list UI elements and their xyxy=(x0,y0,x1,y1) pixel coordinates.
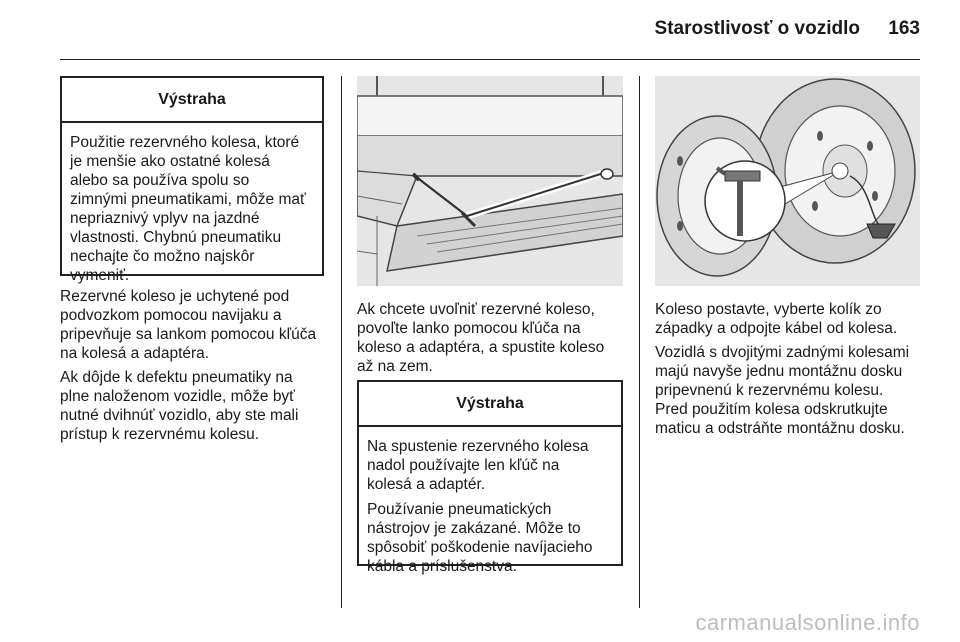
text-line: západky a odpojte kábel od kolesa. xyxy=(655,320,898,337)
text-line: Vozidlá s dvojitými zadnými kolesami xyxy=(655,344,910,361)
illustration-spare-wheels xyxy=(655,76,920,286)
text-line: Ak dôjde k defektu pneumatiky na xyxy=(60,369,293,386)
text-line: kábla a príslušenstva. xyxy=(367,558,517,575)
text-line: vlastnosti. Chybnú pneumatiku xyxy=(70,229,282,246)
text-line: Rezervné koleso je uchytené pod xyxy=(60,288,290,305)
text-line: povoľte lanko pomocou kľúča na xyxy=(357,320,581,337)
paragraph-loaded-vehicle xyxy=(60,368,298,444)
text-line: prístup k rezervnému kolesu. xyxy=(60,426,260,443)
header-rule xyxy=(60,59,920,60)
text-line: maticu a odstráňte montážnu dosku. xyxy=(655,420,905,437)
text-line: spôsobiť poškodenie navíjacieho xyxy=(367,539,593,556)
warning-text xyxy=(359,427,621,576)
text-line: je menšie ako ostatné kolesá xyxy=(70,153,270,170)
paragraph-release-spare-wheel xyxy=(357,300,604,376)
warning-box-tools xyxy=(357,380,623,575)
wrench-drawing xyxy=(357,76,623,286)
text-line: Používanie pneumatických xyxy=(367,501,552,518)
warning-box-spare-wheel xyxy=(60,76,324,284)
page-header-title: Starostlivosť o vozidlo xyxy=(654,18,860,39)
text-line: pripevňuje sa lankom pomocou kľúča xyxy=(60,326,317,343)
warning-text xyxy=(62,123,322,285)
text-line: nechajte čo možno najskôr xyxy=(70,248,255,265)
warning-heading: Výstraha xyxy=(359,382,621,427)
text-line: zimnými pneumatikami, môže mať xyxy=(70,191,306,208)
text-line: majú navyše jednu montážnu dosku xyxy=(655,363,903,380)
watermark: carmanualsonline.info xyxy=(695,610,920,635)
text-line: Použitie rezervného kolesa, ktoré xyxy=(70,134,300,151)
column-divider-1 xyxy=(341,76,342,608)
illustration-wrench-under-vehicle xyxy=(357,76,623,286)
text-line: Pred použitím kolesa odskrutkujte xyxy=(655,401,888,418)
column-divider-2 xyxy=(639,76,640,608)
text-line: Na spustenie rezervného kolesa xyxy=(367,438,589,455)
paragraph-spare-wheel-mount xyxy=(60,287,316,363)
text-line: alebo sa používa spolu so xyxy=(70,172,250,189)
text-line: koleso a adaptéra, a spustite koleso xyxy=(357,339,605,356)
text-line: podvozkom pomocou navijaku a xyxy=(60,307,282,324)
text-line: plne naloženom vozidle, môže byť xyxy=(60,388,295,405)
paragraph-dual-rear-wheels xyxy=(655,343,909,438)
text-line: na kolesá a adaptéra. xyxy=(60,345,210,362)
text-line: nutné dvihnúť vozidlo, aby ste mali xyxy=(60,407,299,424)
text-line: nadol používajte len kľúč na xyxy=(367,457,560,474)
page-number: 163 xyxy=(888,18,920,39)
warning-heading: Výstraha xyxy=(62,78,322,123)
text-line: nepriaznivý vplyv na jazdné xyxy=(70,210,260,227)
text-line: pripevnenú k rezervnému kolesu. xyxy=(655,382,884,399)
warning-paragraph xyxy=(367,437,613,494)
text-line: až na zem. xyxy=(357,358,433,375)
text-line: nástrojov je zakázané. Môže to xyxy=(367,520,581,537)
text-line: kolesá a adaptér. xyxy=(367,476,486,493)
paragraph-position-wheel xyxy=(655,300,897,338)
warning-paragraph xyxy=(367,500,613,576)
wheels-drawing xyxy=(655,76,920,286)
text-line: Koleso postavte, vyberte kolík zo xyxy=(655,301,882,318)
text-line: Ak chcete uvoľniť rezervné koleso, xyxy=(357,301,595,318)
text-line: vymeniť. xyxy=(70,267,130,284)
